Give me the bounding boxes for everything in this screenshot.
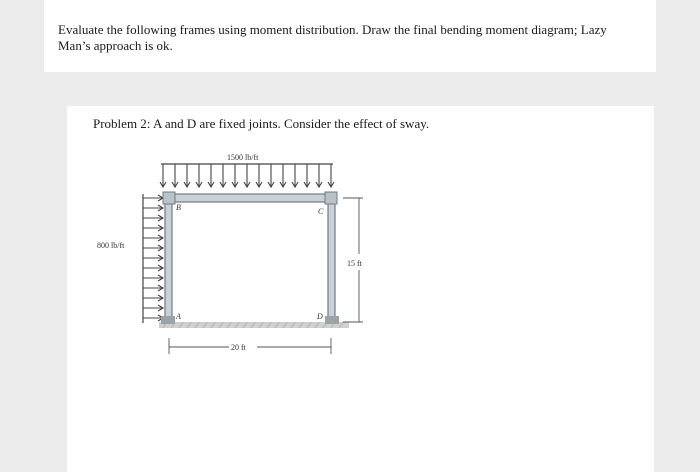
instructions-text: Evaluate the following frames using moment distribution. Draw the final bending moment diagram; Lazy Man’s approach is ok. xyxy=(58,22,607,53)
joint-a-label: A xyxy=(176,312,181,321)
top-distributed-load xyxy=(160,164,334,187)
column-cd xyxy=(328,194,335,322)
side-load-label: 800 lb/ft xyxy=(97,241,125,250)
problem-card xyxy=(67,106,654,472)
width-label: 20 ft xyxy=(231,343,246,352)
beam-bc xyxy=(165,194,335,202)
joint-d-label: D xyxy=(317,312,323,321)
height-label: 15 ft xyxy=(347,259,362,268)
width-dimension xyxy=(169,338,331,354)
support-d xyxy=(325,316,339,324)
problem-title: Problem 2: A and D are fixed joints. Consider the effect of sway. xyxy=(93,116,430,131)
side-distributed-load xyxy=(143,194,163,323)
support-a xyxy=(161,316,175,324)
joint-c xyxy=(325,192,337,204)
joint-b xyxy=(163,192,175,204)
column-ab xyxy=(165,194,172,322)
top-load-label: 1500 lb/ft xyxy=(227,153,259,162)
joint-b-label: B xyxy=(176,203,181,212)
instructions-card xyxy=(44,0,656,72)
frame-diagram xyxy=(67,106,654,472)
joint-c-label: C xyxy=(318,207,324,216)
